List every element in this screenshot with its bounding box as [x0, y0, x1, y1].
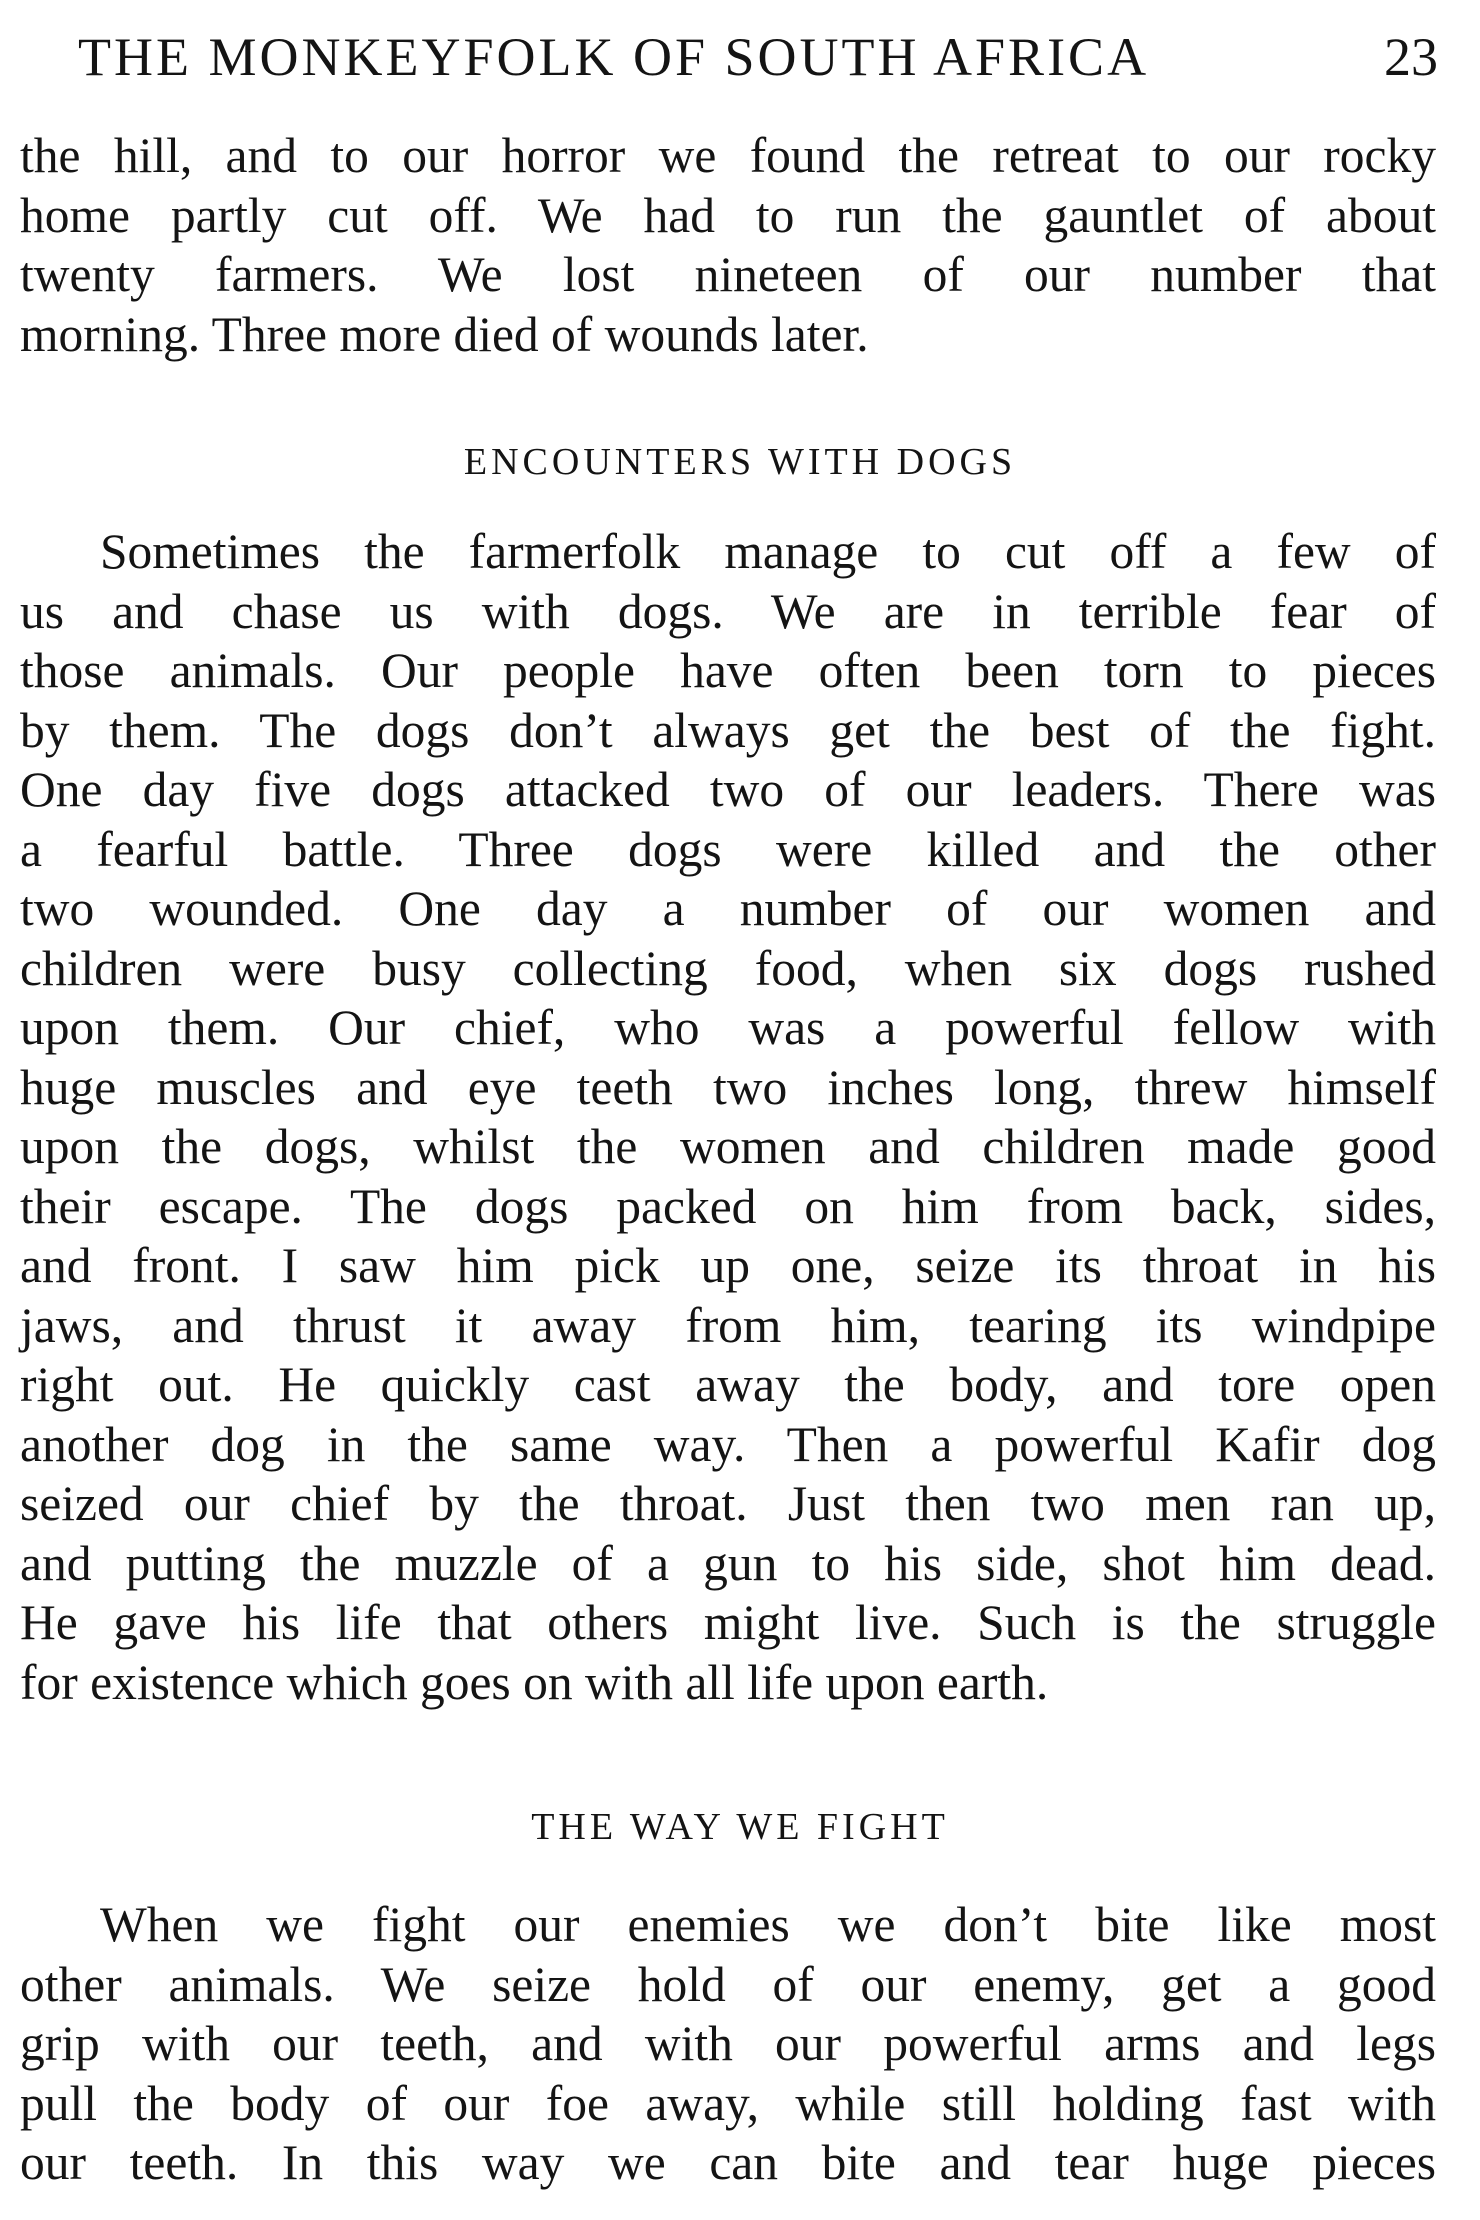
running-title: THE MONKEYFOLK OF SOUTH AFRICA	[78, 27, 1150, 87]
text-line: When we fight our enemies we don’t bite like most	[100, 1897, 1436, 1952]
text-line: and putting the muzzle of a gun to his side, shot him dead.	[20, 1535, 1436, 1591]
text-line: jaws, and thrust it away from him, tearing its windpipe	[20, 1297, 1436, 1353]
intro-paragraph	[20, 126, 1436, 364]
text-line: a fearful battle. Three dogs were killed and the other	[20, 821, 1436, 877]
text-line: two wounded. One day a number of our women and	[20, 881, 1436, 936]
text-line: those animals. Our people have often been torn to pieces	[20, 643, 1436, 698]
text-line: their escape. The dogs packed on him from back, sides,	[20, 1178, 1436, 1234]
text-line: upon them. Our chief, who was a powerful fellow with	[20, 1000, 1436, 1055]
section-heading-fight: THE WAY WE FIGHT	[531, 1806, 949, 1848]
text-line: home partly cut off. We had to run the gauntlet of about	[20, 187, 1436, 243]
text-line: other animals. We seize hold of our enemy, get a good	[20, 1956, 1436, 2012]
section-heading-dogs: ENCOUNTERS WITH DOGS	[463, 441, 1017, 483]
text-line: Sometimes the farmerfolk manage to cut off a few of	[100, 524, 1436, 579]
section-fight-paragraph	[20, 1895, 1436, 2193]
text-line: upon the dogs, whilst the women and children made good	[20, 1119, 1436, 1174]
text-line: the hill, and to our horror we found the retreat to our rocky	[20, 128, 1436, 183]
text-line: seized our chief by the throat. Just then two men ran up,	[20, 1476, 1436, 1531]
section-dogs-paragraph	[20, 522, 1436, 1712]
text-line: us and chase us with dogs. We are in terrible fear of	[20, 583, 1436, 639]
page-number: 23	[1384, 27, 1438, 87]
text-line: One day five dogs attacked two of our leaders. There was	[20, 762, 1436, 817]
text-line: for existence which goes on with all life upon earth.	[20, 1654, 1049, 1710]
text-line: He gave his life that others might live. Such is the struggle	[20, 1595, 1436, 1650]
text-line: grip with our teeth, and with our powerful arms and legs	[20, 2016, 1436, 2071]
text-line: by them. The dogs don’t always get the best of the fight.	[20, 702, 1436, 758]
text-line: pull the body of our foe away, while still holding fast with	[20, 2075, 1436, 2131]
text-line: huge muscles and eye teeth two inches long, threw himself	[20, 1059, 1436, 1115]
running-head	[78, 22, 1438, 92]
text-line: twenty farmers. We lost nineteen of our number that	[20, 247, 1436, 302]
text-line: another dog in the same way. Then a powerful Kafir dog	[20, 1416, 1436, 1472]
text-line: our teeth. In this way we can bite and tear huge pieces	[20, 2135, 1436, 2190]
text-line: morning. Three more died of wounds later.	[20, 306, 869, 362]
text-line: children were busy collecting food, when six dogs rushed	[20, 940, 1436, 996]
text-line: and front. I saw him pick up one, seize its throat in his	[20, 1238, 1436, 1293]
text-line: right out. He quickly cast away the body, and tore open	[20, 1357, 1436, 1412]
